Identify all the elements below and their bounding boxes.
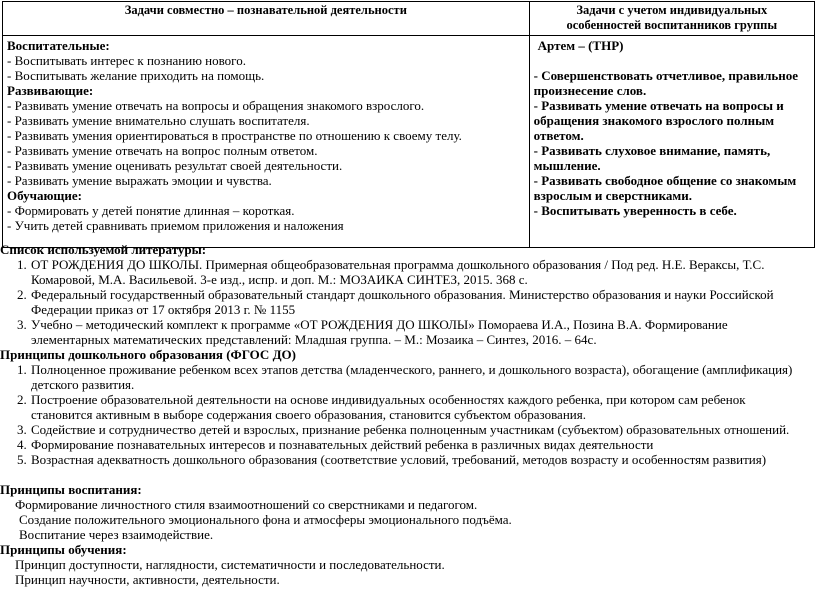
list-item-line: Построение образовательной деятельности на основе индивидуальных особенностях каждого ребенка, при котором сам ребенок [31,392,746,407]
literature-item [0,317,816,347]
list-item-line: становится активным в выборе содержания своего образования, становится субъектом образования. [31,407,586,422]
principle-item [0,392,816,422]
individual-task-line: - Совершенствовать отчетливое, правильное [533,68,799,83]
developing-title: Развивающие: [7,83,94,98]
list-item-line: Полноценное проживание ребенком всех этапов детства (младенческого, раннего, и дошкольного возраста), обогащение (амплификация) [31,362,793,377]
table-body-row [3,36,815,248]
individual-task-line: обращения знакомого взрослого полным [533,113,775,128]
teaching-principle: Принцип научности, активности, деятельности. [15,572,280,587]
list-item: - Развивать умение оценивать результат своей деятельности. [7,158,343,173]
list-item: - Развивать умения ориентироваться в пространстве по отношению к своему телу. [7,128,462,143]
teaching-principle: Принцип доступности, наглядности, систематичности и последовательности. [15,557,445,572]
list-item-line: Федерации приказ от 17 октября 2013 г. № 1155 [31,302,296,317]
list-item-line: Федеральный государственный образовательный стандарт дошкольного образования. Министерство образования и науки Российской [31,287,774,302]
list-item-line: элементарных математических представлений: Младшая группа. – М.: Мозаика – Синтез, 2016. – 64с. [31,332,597,347]
upbringing-principle: Создание положительного эмоционального фона и атмосферы эмоционального подъёма. [19,512,512,527]
header-joint-activity-tasks [3,2,530,36]
individual-task-line: ответом. [533,128,584,143]
list-number: 4. [17,437,27,452]
teaching-title: Обучающие: [7,188,82,203]
principle-item [0,437,816,452]
literature-list [0,257,816,347]
spacer [0,467,816,482]
literature-item [0,257,816,287]
upbringing-principles-title: Принципы воспитания: [0,482,142,497]
list-item: - Развивать умение выражать эмоции и чувства. [7,173,272,188]
upbringing-principle: Формирование личностного стиля взаимоотношений со сверстниками и педагогом. [15,497,478,512]
list-item-line: ОТ РОЖДЕНИЯ ДО ШКОЛЫ. Примерная общеобразовательная программа дошкольного образования / Под ред. Н.Е. Вераксы, Т.С. [31,257,765,272]
list-number: 2. [17,392,27,407]
header-individual-tasks [529,2,814,36]
individual-task-line: мышление. [533,158,601,173]
child-name: Артем – (ТНР) [537,38,624,53]
list-number: 1. [17,257,27,272]
header-left-text: Задачи совместно – познавательной деятельности [124,3,407,17]
literature-title: Список используемой литературы: [0,242,207,257]
table-header-row [3,2,815,36]
list-item: - Развивать умение отвечать на вопросы и обращения знакомого взрослого. [7,98,425,113]
individual-task-line: - Развивать слуховое внимание, память, [533,143,771,158]
literature-item [0,287,816,317]
list-number: 3. [17,422,27,437]
upbringing-principle: Воспитание через взаимодействие. [19,527,214,542]
individual-task-line: - Развивать свободное общение со знакомым [533,173,797,188]
educational-title: Воспитательные: [7,38,110,53]
list-item: - Развивать умение внимательно слушать воспитателя. [7,113,310,128]
individual-task-line: - Развивать умение отвечать на вопросы и [533,98,784,113]
joint-tasks-cell [3,36,530,248]
principle-item [0,362,816,392]
preschool-principles-title: Принципы дошкольного образования (ФГОС ДО) [0,347,296,362]
header-right-line-1: Задачи с учетом индивидуальных [576,3,768,17]
spacer [534,53,810,68]
individual-task-line: взрослым и сверстниками. [533,188,692,203]
list-item-line: Комаровой, М.А. Васильевой. 3-е изд., испр. и доп. М.: МОЗАИКА СИНТЕЗ, 2015. 368 с. [31,272,528,287]
list-item-line: Учебно – методический комплект к программе «ОТ РОЖДЕНИЯ ДО ШКОЛЫ» Помораева И.А., Позина В.А. Формирование [31,317,728,332]
list-item: - Воспитывать желание приходить на помощь. [7,68,265,83]
list-item-line: детского развития. [31,377,135,392]
individual-task-line: произнесение слов. [533,83,647,98]
header-right-line-2: особенностей воспитанников группы [566,18,778,32]
list-item-line: Формирование познавательных интересов и познавательных действий ребенка в различных видах деятельности [31,437,654,452]
list-number: 3. [17,317,27,332]
principle-item [0,452,816,467]
list-item: - Развивать умение отвечать на вопрос полным ответом. [7,143,318,158]
list-number: 5. [17,452,27,467]
tasks-table [2,1,815,248]
preschool-principles-list [0,362,816,467]
list-item: - Воспитывать интерес к познанию нового. [7,53,246,68]
principle-item [0,422,816,437]
individual-tasks-cell [529,36,814,248]
list-number: 2. [17,287,27,302]
teaching-principles-title: Принципы обучения: [0,542,127,557]
list-number: 1. [17,362,27,377]
document-body [0,242,816,587]
list-item-line: Содействие и сотрудничество детей и взрослых, признание ребенка полноценным участникам (субъектом) образовательных отношений. [31,422,790,437]
list-item: - Формировать у детей понятие длинная – короткая. [7,203,295,218]
individual-task-line: - Воспитывать уверенность в себе. [533,203,737,218]
list-item: - Учить детей сравнивать приемом приложения и наложения [7,218,344,233]
list-item-line: Возрастная адекватность дошкольного образования (соответствие условий, требований, методов возрасту и особенностям развития) [31,452,767,467]
